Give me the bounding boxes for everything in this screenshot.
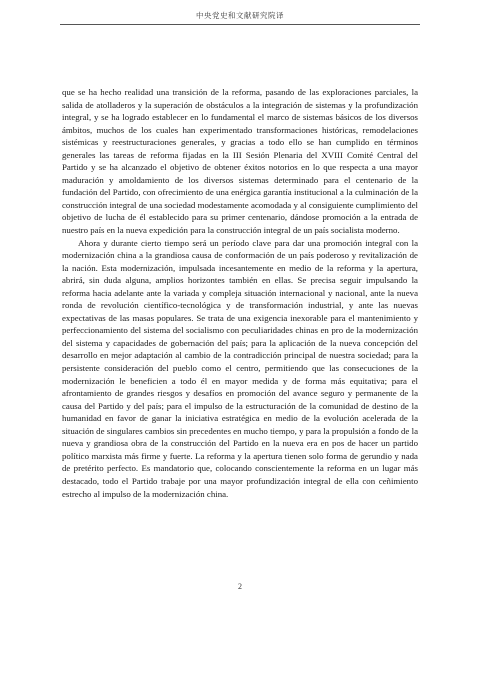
- running-header: 中央党史和文献研究院译: [196, 11, 284, 20]
- paragraph-continuation: que se ha hecho realidad una transición de la reforma, pasando de las exploraciones parciales, la salida de atolladeros y la superación de obstáculos a la integración de sistemas y la profundización integral, y se ha logrado establecer en lo fundamental el marco de sistemas básicos de los diversos ámbitos, muchos de los cuales han experimentado transformaciones históricas, remodelaciones sistémicas y reestructuraciones generales, y gracias a todo ello se han cumplido en términos generales las tareas de reforma fijadas en la III Sesión Plenaria del XVIII Comité Central del Partido y se ha alcanzado el objetivo de obtener éxitos notorios en lo que respecta a una mayor maduración y amoldamiento de los diversos sistemas determinado para el centenario de la fundación del Partido, con ofrecimiento de una enérgica garantía institucional a la culminación de la construcción integral de una sociedad modestamente acomodada y al consiguiente cumplimiento del objetivo de lucha de él establecido para su primer centenario, dándose promoción a la entrada de nuestro país en la nueva expedición para la construcción integral de un país socialista moderno.: [62, 87, 418, 236]
- paragraph: Ahora y durante cierto tiempo será un período clave para dar una promoción integral con la modernización china a la grandiosa causa de conformación de un país poderoso y revitalización de la nación. Esta modernización, impulsada incesantemente en medio de la reforma y la apertura, abrirá, sin duda alguna, amplios horizontes también en ellas. Se precisa seguir impulsando la reforma hacia adelante ante la variada y compleja situación internacional y nacional, ante la nueva ronda de revolución científico-tecnológica y de transformación industrial, y ante las nuevas expectativas de las masas populares. Se trata de una exigencia inexorable para el mantenimiento y perfeccionamiento del sistema del socialismo con peculiaridades chinas en pro de la modernización del sistema y capacidades de gobernación del país; para la aplicación de la nueva concepción del desarrollo en mejor adaptación al cambio de la contradicción principal de nuestra sociedad; para la persistente consideración del pueblo como el centro, permitiendo que las consecuciones de la modernización le beneficien a todo él en mayor medida y de forma más equitativa; para el afrontamiento de grandes riesgos y desafíos en promoción del avance seguro y permanente de la causa del Partido y del país; para el impulso de la estructuración de la comunidad de destino de la humanidad en favor de ganar la iniciativa estratégica en medio de la evolución acelerada de la situación de singulares cambios sin precedentes en mucho tiempo, y para la propulsión a fondo de la nueva y grandiosa obra de la construcción del Partido en la nueva era en pos de hacer un partido político marxista más firme y fuerte. La reforma y la apertura tienen solo forma de gerundio y nada de pretérito perfecto. Es mandatorio que, colocando conscientemente la reforma en un lugar más destacado, todo el Partido trabaje por una mayor profundización integral de ella con ceñimiento estrecho al impulso de la modernización china.: [62, 237, 418, 499]
- header-rule: [60, 24, 420, 25]
- page-number: 2: [238, 582, 242, 591]
- body-text: [62, 86, 418, 500]
